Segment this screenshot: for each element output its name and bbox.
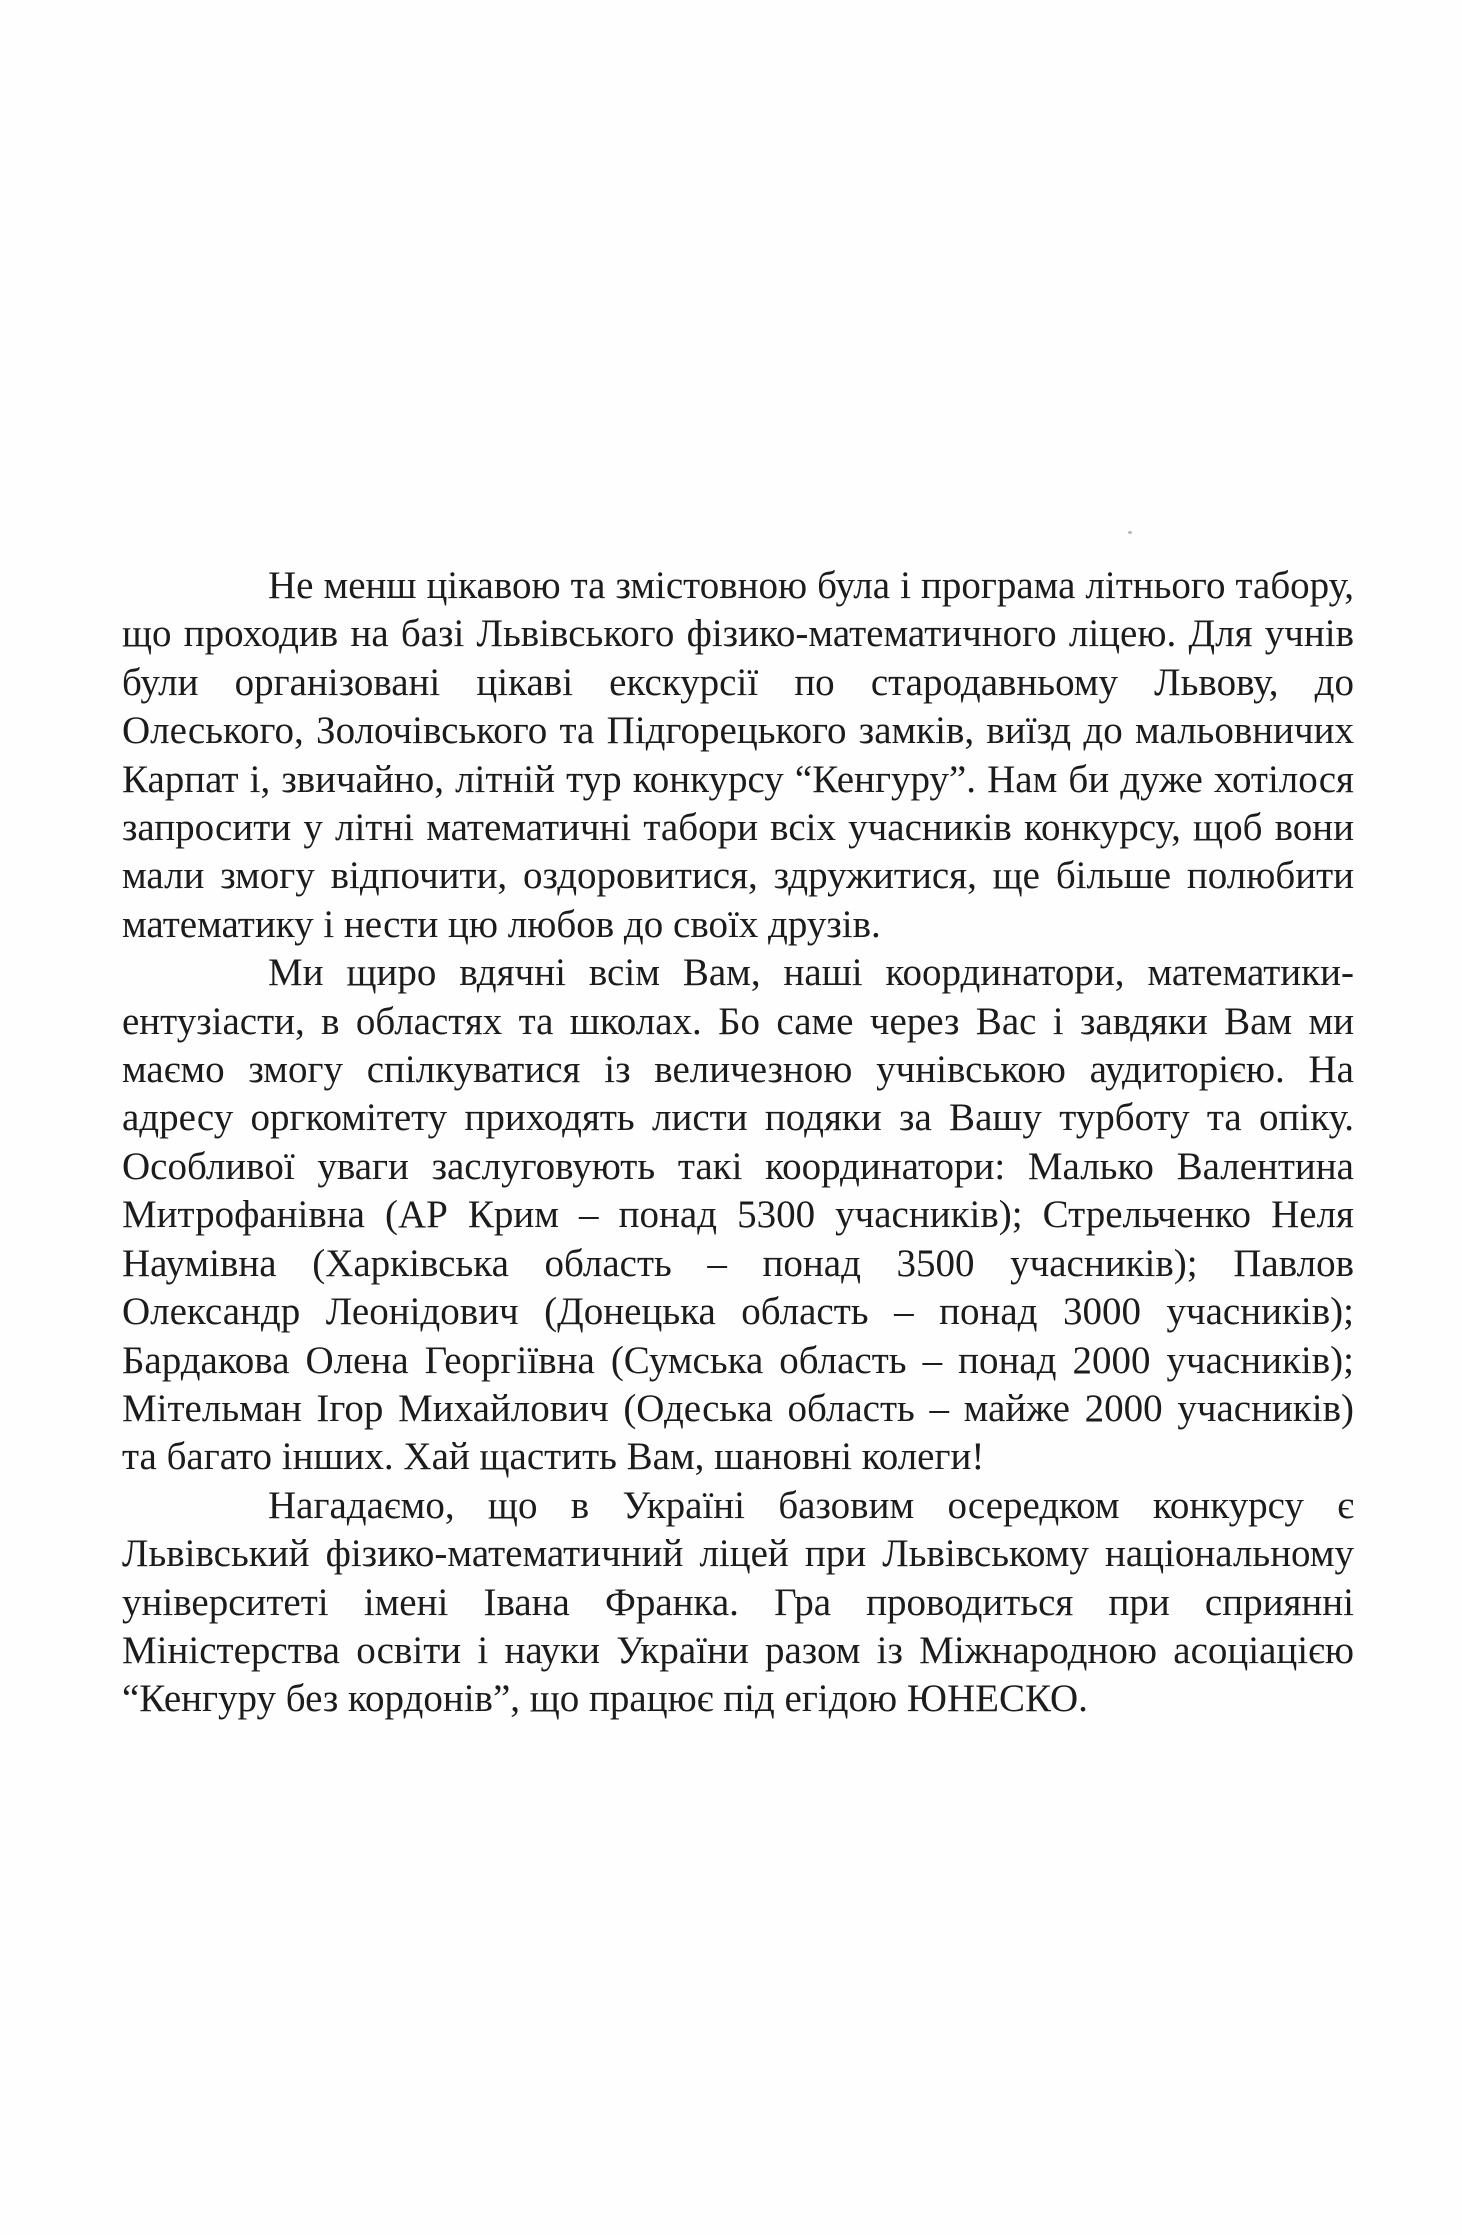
paragraph-coordinators: Ми щиро вдячні всім Вам, наші координатори, математики-ентузіасти, в областях та школах. Бо саме через Вас і завдяки Вам ми маємо змогу спілкуватися із величезною учнівською аудиторією. На адресу оргкомітету приходять листи подяки за Вашу турботу та опіку. Особливої уваги заслуговують такі координатори: Малько Валентина Митрофанівна (АР Крим – понад 5300 учасників); Стрельченко Неля Наумівна (Харківська область – понад 3500 учасників); Павлов Олександр Леонідович (Донецька область – понад 3000 учасників); Бардакова Олена Георгіївна (Сумська область – понад 2000 учасників); Мітельман Ігор Михайлович (Одеська область – майже 2000 учасників) та багато інших. Хай щастить Вам, шановні колеги!	[122, 951, 1354, 1479]
paragraph-base-institution: Нагадаємо, що в Україні базовим осередком конкурсу є Львівський фізико-математичний ліцей при Львівському національному університеті імені Івана Франка. Гра проводиться при сприянні Міністерства освіти і науки України разом із Міжнародною асоціацією “Кенгуру без кордонів”, що працює під егідою ЮНЕСКО.	[122, 1483, 1354, 1721]
body-text	[122, 562, 1354, 1724]
paragraph-summer-camp: Не менш цікавою та змістовною була і програма літнього табору, що проходив на базі Львівського фізико-математичного ліцею. Для учнів були організовані цікаві екскурсії по стародавньому Львову, до Олеського, Золочівського та Підгорецького замків, виїзд до мальовничих Карпат і, звичайно, літній тур конкурсу “Кенгуру”. Нам би дуже хотілося запросити у літні математичні табори всіх учасників конкурсу, щоб вони мали змогу відпочити, оздоровитися, здружитися, ще більше полюбити математику і нести цю любов до своїх друзів.	[122, 564, 1354, 946]
scan-speck	[1128, 531, 1132, 534]
